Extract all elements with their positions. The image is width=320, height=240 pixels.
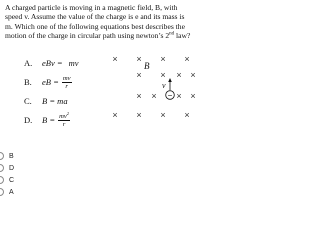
option-a[interactable] [0, 186, 40, 198]
choice-c [24, 93, 109, 109]
charge-sign: − [167, 91, 173, 100]
fraction-numerator: mv [62, 74, 71, 82]
radio-circle-icon[interactable] [0, 164, 4, 172]
velocity-label: v [162, 81, 166, 90]
choice-equation [42, 75, 72, 90]
option-label: C [9, 176, 15, 184]
question-text [5, 3, 196, 41]
field-cross: × [184, 110, 190, 120]
choice-b [24, 74, 109, 90]
option-d[interactable] [0, 162, 40, 174]
choice-equation [42, 110, 70, 128]
field-cross: × [136, 70, 142, 80]
field-cross: × [184, 54, 190, 64]
field-cross: × [136, 91, 142, 101]
velocity-arrow-head [168, 78, 172, 82]
equation-rhs: mv [68, 58, 79, 68]
fraction-numerator [58, 110, 70, 121]
choice-a [24, 55, 109, 71]
choice-d [24, 112, 109, 128]
option-label: B [9, 152, 14, 160]
field-label: B [144, 61, 150, 71]
field-cross: × [160, 110, 166, 120]
numerator-exponent: 2 [66, 110, 70, 116]
equation-lhs: eB = [42, 77, 59, 87]
magnetic-field-diagram [110, 52, 198, 132]
question-line [5, 31, 196, 40]
field-cross: × [190, 70, 196, 80]
option-c[interactable] [0, 174, 40, 186]
equation-lhs: B = [42, 115, 56, 125]
equation-lhs: eBv = [42, 58, 63, 68]
field-cross: × [160, 54, 166, 64]
field-cross: × [190, 91, 196, 101]
choice-equation [42, 96, 68, 106]
option-label: A [9, 188, 14, 196]
field-cross: × [112, 110, 118, 120]
field-cross: × [136, 110, 142, 120]
choice-equation [42, 58, 79, 68]
choice-letter: B. [24, 77, 32, 87]
field-cross: × [136, 54, 142, 64]
equation-fraction [62, 75, 72, 90]
question-line-end: law? [174, 31, 191, 41]
equation-fraction [58, 110, 70, 128]
fraction-denominator: r [65, 82, 68, 90]
radio-circle-icon[interactable] [0, 188, 4, 196]
numerator-base: mv [59, 112, 67, 120]
question-line-text: motion of the charge in circular path using newton’s 2 [5, 31, 170, 41]
question-line: m. Which one of the following equations best describes the [5, 21, 185, 31]
field-cross: × [112, 54, 118, 64]
field-cross: × [176, 91, 182, 101]
field-cross: × [151, 91, 157, 101]
radio-circle-icon[interactable] [0, 152, 4, 160]
question-line: A charged particle is moving in a magnetic field, B, with [5, 3, 178, 12]
field-cross: × [160, 70, 166, 80]
fraction-denominator: r [62, 120, 66, 128]
ordinal-suffix: nd [169, 31, 175, 37]
choice-letter: D. [24, 115, 33, 125]
choice-letter: C. [24, 96, 32, 106]
field-cross: × [176, 70, 182, 80]
radio-circle-icon[interactable] [0, 176, 4, 184]
question-line: speed v. Assume the value of the charge is e and its mass is [5, 12, 185, 22]
choice-letter: A. [24, 58, 33, 68]
equation-lhs: B = ma [42, 96, 68, 106]
option-label: D [9, 164, 15, 172]
option-b[interactable] [0, 150, 40, 162]
